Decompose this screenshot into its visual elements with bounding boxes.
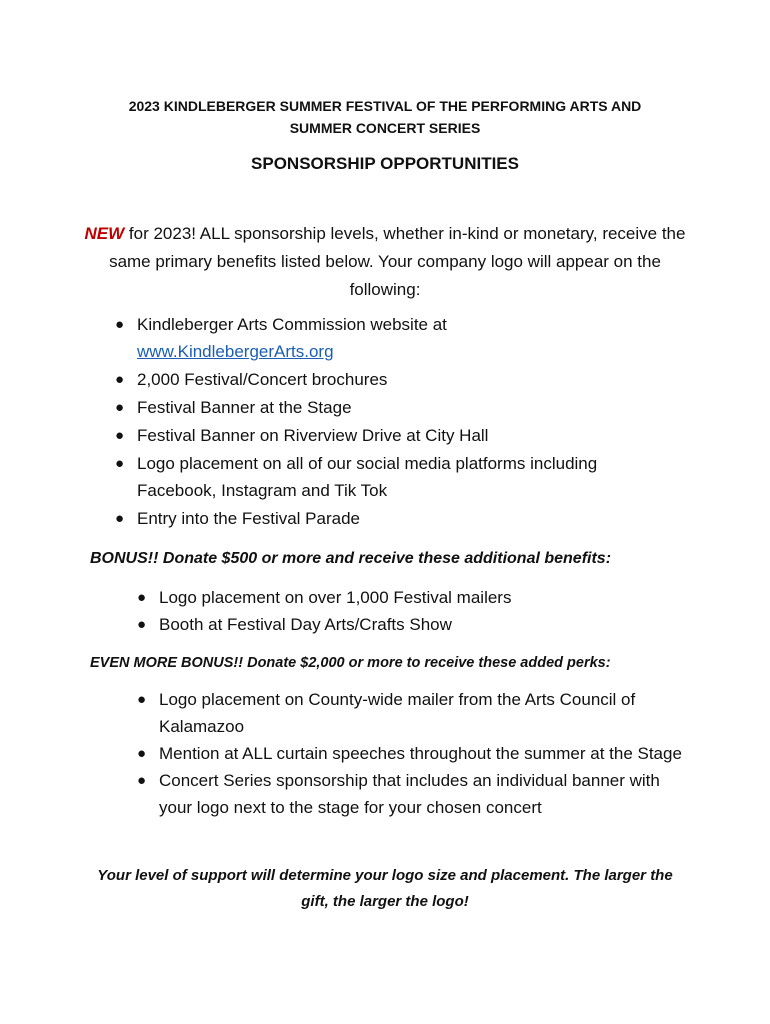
- bullet-icon: ●: [137, 616, 147, 633]
- even-more-bonus-list: [137, 686, 689, 821]
- list-item: ● Booth at Festival Day Arts/Crafts Show: [159, 611, 679, 638]
- intro-text: for 2023! ALL sponsorship levels, whether in-kind or monetary, receive the same primary benefits listed below. Your company logo will appear on the following:: [109, 224, 686, 299]
- list-item: ● Logo placement on all of our social media platforms including Facebook, Instagram and Tik Tok: [137, 450, 677, 504]
- list-item: ● Festival Banner at the Stage: [137, 394, 677, 421]
- title-line-1: 2023 KINDLEBERGER SUMMER FESTIVAL OF THE PERFORMING ARTS AND: [128, 98, 642, 114]
- bullet-icon: ●: [115, 316, 125, 333]
- list-item: ● Entry into the Festival Parade: [137, 505, 677, 532]
- bullet-icon: ●: [137, 589, 147, 606]
- list-item: ● Logo placement on County-wide mailer from the Arts Council of Kalamazoo: [159, 686, 689, 740]
- bullet-icon: ●: [137, 691, 147, 708]
- even-more-bonus-heading: EVEN MORE BONUS!! Donate $2,000 or more to receive these added perks:: [90, 655, 611, 671]
- website-link[interactable]: www.KindlebergerArts.org: [137, 342, 334, 361]
- list-item: ● Concert Series sponsorship that includes an individual banner with your logo next to the stage for your chosen concert: [159, 767, 689, 821]
- bullet-icon: ●: [115, 427, 125, 444]
- new-label: NEW: [84, 224, 125, 243]
- page-subtitle: SPONSORSHIP OPPORTUNITIES: [251, 154, 519, 173]
- intro-paragraph: [80, 220, 690, 304]
- bonus-heading: BONUS!! Donate $500 or more and receive these additional benefits:: [90, 550, 612, 567]
- title-line-2: SUMMER CONCERT SERIES: [289, 120, 481, 136]
- bullet-icon: ●: [115, 371, 125, 388]
- list-item: ● Logo placement on over 1,000 Festival mailers: [159, 584, 679, 611]
- list-item: ● Mention at ALL curtain speeches throughout the summer at the Stage: [159, 740, 689, 767]
- list-item: ● Festival Banner on Riverview Drive at City Hall: [137, 422, 677, 449]
- bullet-icon: ●: [115, 399, 125, 416]
- footer-note: Your level of support will determine your logo size and placement. The larger the gift, the larger the logo!: [97, 867, 673, 910]
- bullet-icon: ●: [115, 455, 125, 472]
- bullet-icon: ●: [115, 510, 125, 527]
- list-item: ● 2,000 Festival/Concert brochures: [137, 366, 677, 393]
- bullet-icon: ●: [137, 772, 147, 789]
- bonus-benefits-list: [137, 584, 679, 638]
- document-title: [0, 95, 770, 139]
- primary-benefits-list: [115, 311, 677, 533]
- bullet-icon: ●: [137, 745, 147, 762]
- list-item: ● Kindleberger Arts Commission website at www.KindlebergerArts.org: [137, 311, 677, 365]
